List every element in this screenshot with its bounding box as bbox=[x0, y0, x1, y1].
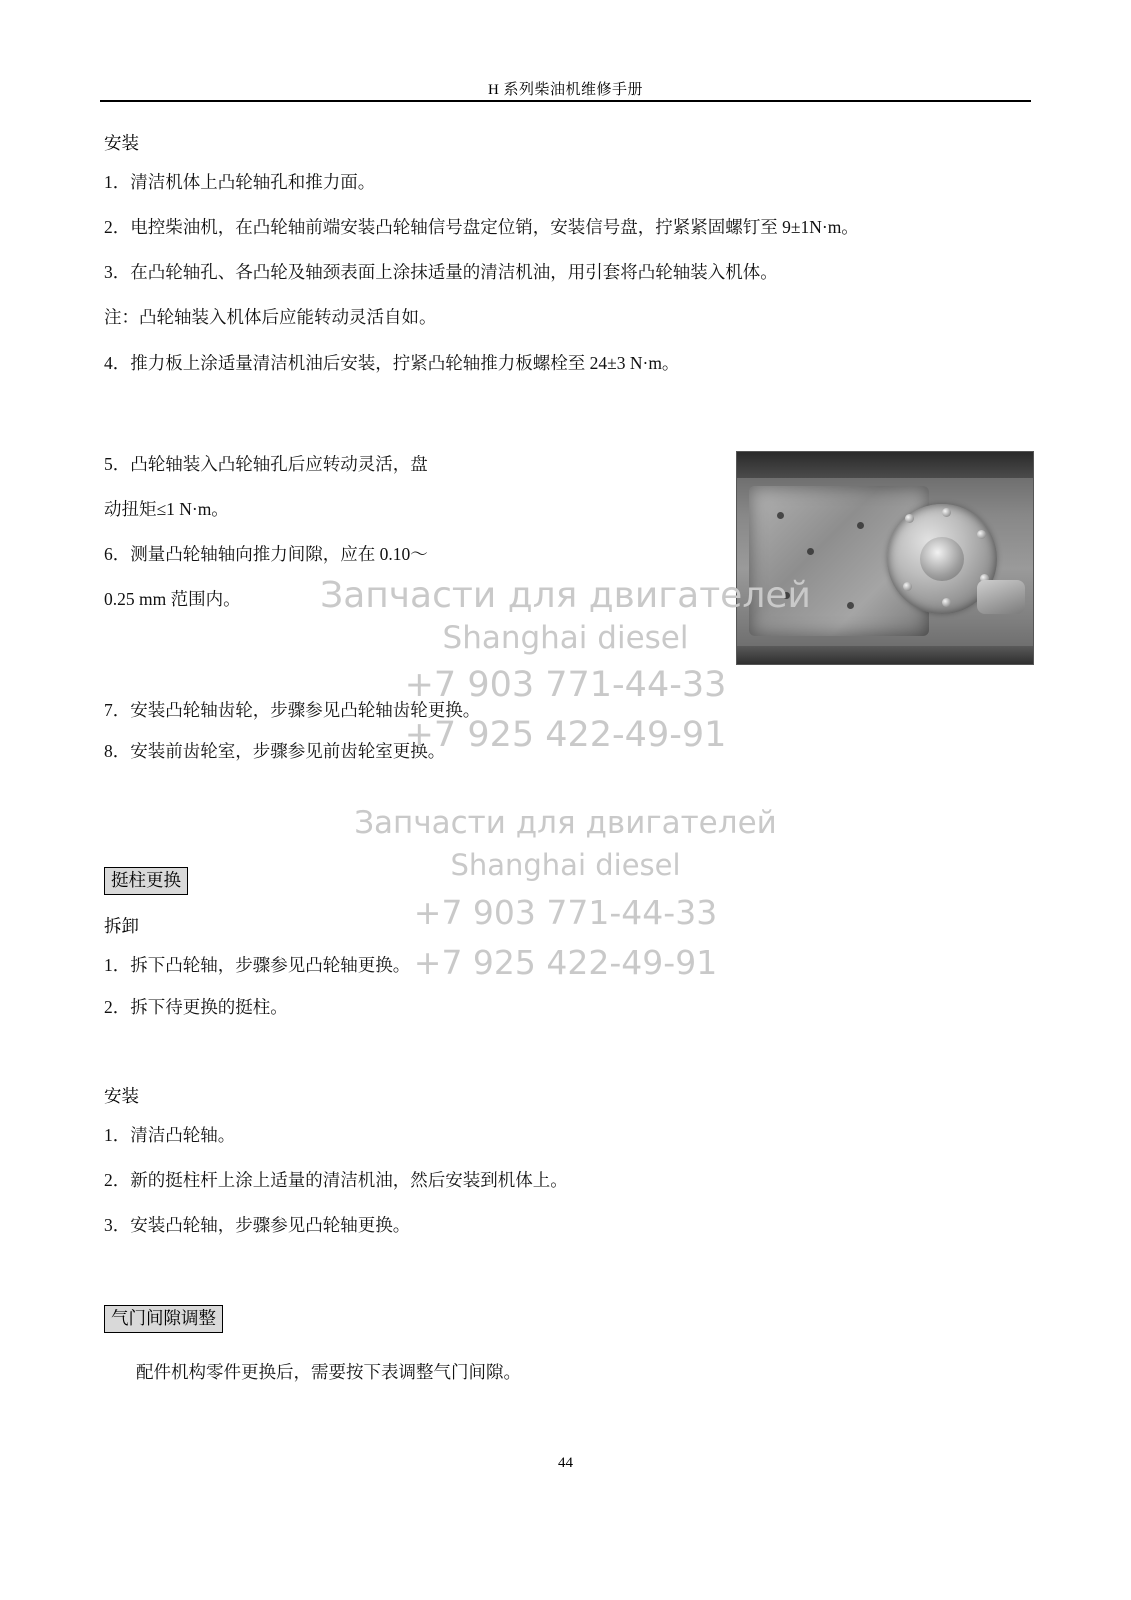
list-item: 2．新的挺柱杆上涂上适量的清洁机油，然后安装到机体上。 bbox=[104, 1169, 568, 1190]
photo-detail-dot bbox=[857, 522, 864, 529]
page-content bbox=[104, 130, 1034, 1404]
list-item: 6．测量凸轮轴轴向推力间隙，应在 0.10～ bbox=[104, 543, 428, 564]
list-item: 1．拆下凸轮轴，步骤参见凸轮轴更换。 bbox=[104, 955, 411, 976]
photo-bolt bbox=[903, 582, 912, 591]
watermark-line: Запчасти для двигателей bbox=[320, 575, 811, 616]
photo-detail-dot bbox=[847, 602, 854, 609]
spacer bbox=[104, 395, 1034, 451]
photo-bolt bbox=[942, 598, 951, 607]
list-item: 7．安装凸轮轴齿轮，步骤参见凸轮轴齿轮更换。 bbox=[104, 700, 481, 721]
page-number: 44 bbox=[558, 1455, 573, 1471]
photo-detail-dot bbox=[777, 512, 784, 519]
header-divider bbox=[100, 100, 1031, 102]
photo-bolt bbox=[942, 508, 951, 517]
photo-bolt bbox=[977, 530, 986, 539]
boxed-heading-valve-clearance bbox=[104, 1305, 1034, 1333]
photo-hub bbox=[920, 537, 964, 581]
spacer bbox=[104, 895, 1034, 913]
photo-shaft bbox=[977, 580, 1025, 614]
list-item: 8．安装前齿轮室，步骤参见前齿轮室更换。 bbox=[104, 741, 446, 762]
list-item: 1．清洁凸轮轴。 bbox=[104, 1124, 236, 1145]
spacer bbox=[104, 783, 1034, 867]
watermark-line: Shanghai diesel bbox=[442, 620, 689, 656]
spacer bbox=[104, 1333, 1034, 1359]
photo-bolt bbox=[905, 514, 914, 523]
spacer bbox=[104, 1257, 1034, 1305]
note-item: 注：凸轮轴装入机体后应能转动灵活自如。 bbox=[104, 307, 437, 328]
boxed-heading-tappet-replacement bbox=[104, 867, 1034, 895]
list-item: 2．拆下待更换的挺柱。 bbox=[104, 996, 288, 1017]
watermark-line: Shanghai diesel bbox=[450, 848, 681, 882]
photo-top-shadow bbox=[737, 452, 1033, 478]
list-item: 1．清洁机体上凸轮轴孔和推力面。 bbox=[104, 172, 376, 192]
spacer bbox=[104, 1039, 1034, 1083]
watermark-line: +7 925 422-49-91 bbox=[404, 715, 727, 755]
section-heading-install-2: 安装 bbox=[104, 1085, 139, 1106]
section-heading-removal: 拆卸 bbox=[104, 916, 139, 937]
paragraph-valve-clearance: 配件机构零件更换后，需要按下表调整气门间隙。 bbox=[136, 1362, 521, 1382]
photo-detail-dot bbox=[807, 548, 814, 555]
watermark-line: +7 925 422-49-91 bbox=[413, 943, 718, 982]
list-item: 5．凸轮轴装入凸轮轴孔后应转动灵活，盘 bbox=[104, 453, 428, 474]
boxed-heading-label: 气门间隙调整 bbox=[104, 1305, 223, 1333]
list-item-continuation: 0.25 mm 范围内。 bbox=[104, 589, 241, 609]
figure-engine-block bbox=[736, 451, 1034, 665]
section-heading-install: 安装 bbox=[104, 133, 139, 153]
photo-bottom-shadow bbox=[737, 646, 1033, 664]
watermark-line: +7 903 771-44-33 bbox=[404, 665, 727, 705]
watermark-line: +7 903 771-44-33 bbox=[413, 893, 718, 932]
list-item: 2．电控柴油机，在凸轮轴前端安装凸轮轴信号盘定位销，安装信号盘，拧紧紧固螺钉至 9±1N·m。 bbox=[104, 217, 859, 238]
list-item: 3．在凸轮轴孔、各凸轮及轴颈表面上涂抹适量的清洁机油，用引套将凸轮轴装入机体。 bbox=[104, 262, 778, 283]
watermark-line: Запчасти для двигателей bbox=[354, 805, 777, 841]
photo-detail-dot bbox=[783, 592, 790, 599]
list-item: 4．推力板上涂适量清洁机油后安装，拧紧凸轮轴推力板螺栓至 24±3 N·m。 bbox=[104, 352, 680, 373]
boxed-heading-label: 挺柱更换 bbox=[104, 867, 188, 895]
page-header: H 系列柴油机维修手册 bbox=[487, 82, 644, 98]
list-item-continuation: 动扭矩≤1 N·m。 bbox=[104, 498, 229, 519]
list-item: 3．安装凸轮轴，步骤参见凸轮轴更换。 bbox=[104, 1214, 411, 1235]
